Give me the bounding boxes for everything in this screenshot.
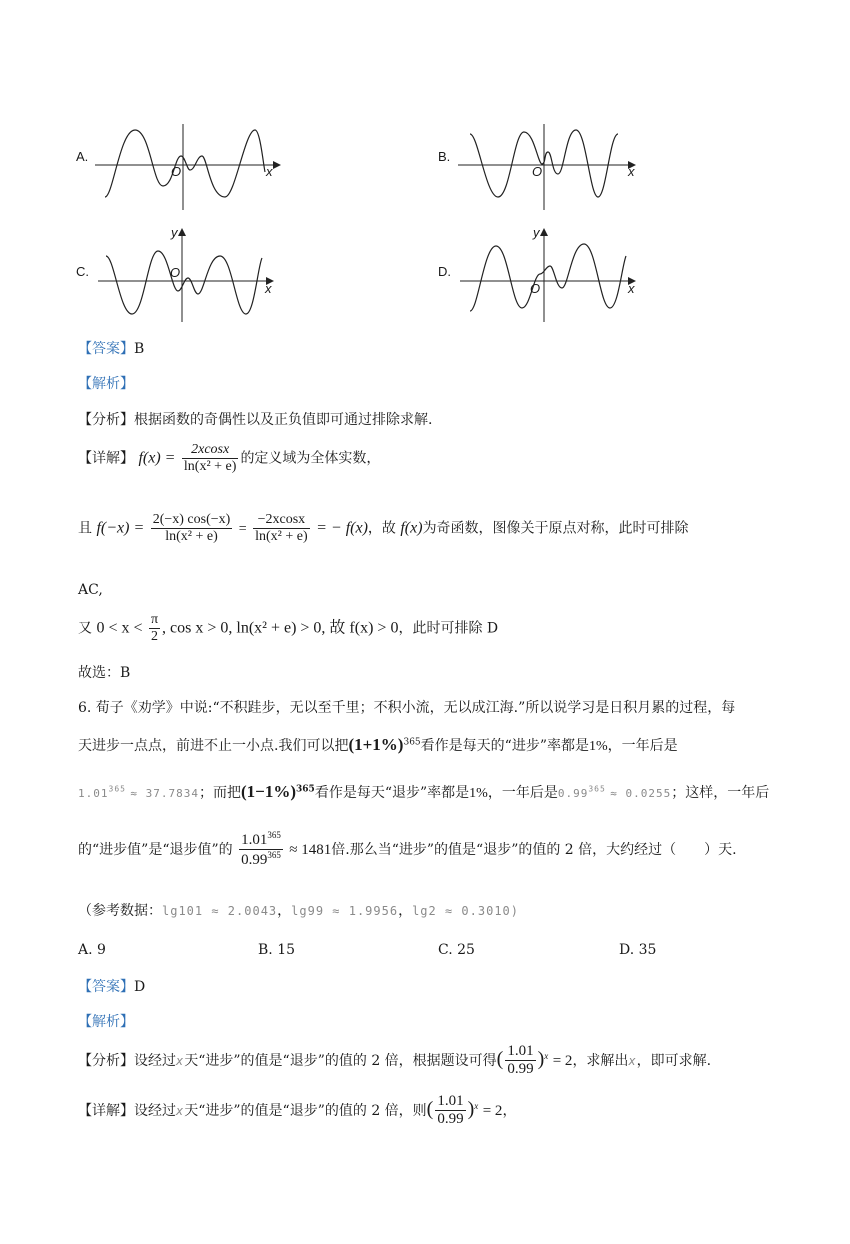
x-axis-label: x xyxy=(265,281,272,296)
fraction-denominator: 2 xyxy=(149,628,160,645)
q5-fenxi-line xyxy=(78,409,432,429)
fraction-numerator: 2(−x) cos(−x) xyxy=(152,512,231,527)
answer-value: B xyxy=(134,341,145,357)
stem3-expr: (1−1%) xyxy=(241,782,297,801)
q5-detail-line2 xyxy=(78,512,689,545)
graph-c-svg xyxy=(98,226,283,324)
option-b[interactable]: B. 15 xyxy=(258,942,296,958)
line2-fraction-2 xyxy=(253,512,310,545)
ref-lg2: lg2 ≈ 0.3010) xyxy=(412,904,519,918)
fenxi-var-x2: x xyxy=(628,1053,637,1068)
stem3-approx2: ≈ 0.0255 xyxy=(610,787,672,800)
line2-prefix: 且 xyxy=(78,520,92,537)
line2-fx: f(x) xyxy=(400,519,423,537)
detail-text-1: 设经过 xyxy=(134,1102,176,1119)
line2-lhs: f(−x) = xyxy=(96,519,145,537)
equals-sign: = xyxy=(238,521,247,537)
q6-fenxi-line: 【分析】设经过x天“进步”的值是“退步”的值的 2 倍，根据题设可得( $\frac{1.01}{0.99}$ )$^x$ = 2，求解出x，即可求解. xyxy=(78,1043,712,1078)
pi-over-two xyxy=(149,612,160,645)
fraction-denominator: ln(x² + e) xyxy=(151,528,233,545)
stem3-text-a: ；而把 xyxy=(199,785,242,801)
option-d[interactable]: D. 35 xyxy=(619,942,657,958)
detail-text: 的定义域为全体实数， xyxy=(240,450,381,467)
origin-label: O xyxy=(532,164,543,179)
graph-a-svg xyxy=(95,122,285,212)
q5-detail-line4 xyxy=(78,612,498,645)
detail-tag: 【详解】 xyxy=(78,1102,134,1119)
ref-sep: ， xyxy=(277,903,292,919)
stem3-text-b: 看作是每天“退步”率都是 xyxy=(314,785,470,801)
y-axis-label: y xyxy=(533,225,540,240)
fraction-numerator xyxy=(239,830,283,849)
answer-tag: 【答案】 xyxy=(78,979,134,995)
fenxi-var-x: x xyxy=(176,1053,185,1068)
line2-fraction-1 xyxy=(151,512,233,545)
q6-detail-line: 【详解】设经过x天“进步”的值是“退步”的值的 2 倍，则( $\frac{1.01}{0.99}$ )$^x$ = 2， xyxy=(78,1093,517,1128)
fraction-numerator: −2xcosx xyxy=(257,512,306,527)
x-axis-label: x xyxy=(628,164,635,179)
detail-fx: f(x) = xyxy=(138,449,176,467)
fenxi-tag: 【分析】 xyxy=(78,412,134,428)
stem2-text-c: ，一年后是 xyxy=(607,738,678,754)
q5-choose: 故选：B xyxy=(78,665,131,681)
line2-text2: 为奇函数，图像关于原点对称，此时可排除 xyxy=(422,520,689,537)
stem4-approx: ≈ 1481 xyxy=(289,841,332,858)
fraction-denominator xyxy=(239,849,283,869)
answer-tag: 【答案】 xyxy=(78,341,134,357)
fenxi-text-3: ，求解出 xyxy=(572,1052,629,1069)
detail-end: ， xyxy=(502,1102,517,1119)
stem3-text-c: ，一年后是 xyxy=(487,785,558,801)
stem4-text-b: 倍.那么当“进步”的值是“退步”的值的 2 倍，大约经过（ ）天. xyxy=(331,841,737,858)
fraction-numerator: 1.01 xyxy=(507,1043,534,1059)
fraction-denominator: 0.99 xyxy=(507,1061,534,1078)
stem4-den: 0.99 xyxy=(241,852,268,869)
ref-sep: ， xyxy=(398,903,413,919)
detail-var-x: x xyxy=(176,1103,185,1118)
q6-stem-line2 xyxy=(78,735,678,755)
graph-b-svg xyxy=(458,122,648,212)
origin-label: O xyxy=(171,164,182,179)
stem2-pct: 1% xyxy=(588,739,608,754)
stem2-text-b: 看作是每天的“进步”率都是 xyxy=(420,738,589,754)
ref-lg99: lg99 ≈ 1.9956 xyxy=(291,904,399,918)
q5-answer-line xyxy=(78,338,144,358)
q6-analysis-tag: 【解析】 xyxy=(78,1014,134,1030)
line2-text: ，故 xyxy=(367,520,396,537)
option-a[interactable]: A. 9 xyxy=(78,942,106,958)
fenxi-text-4: ，即可求解. xyxy=(636,1052,712,1069)
q6-answer-line xyxy=(78,976,145,996)
q5-analysis-tag: 【解析】 xyxy=(78,376,134,392)
stem4-text-a: 的“进步值”是“退步值”的 xyxy=(78,841,233,858)
detail-eq: = 2 xyxy=(482,1102,503,1119)
x-axis-label: x xyxy=(628,281,635,296)
fenxi-text-2: 天“进步”的值是“退步”的值的 2 倍，根据题设可得 xyxy=(184,1052,497,1069)
option-letter: C. xyxy=(76,264,89,279)
detail-text-2: 天“进步”的值是“退步”的值的 2 倍，则 xyxy=(184,1102,427,1119)
stem3-exp2: 365 xyxy=(588,784,606,794)
stem2-exp: 365 xyxy=(403,737,421,748)
option-letter: D. xyxy=(438,264,451,279)
option-c[interactable]: C. 25 xyxy=(438,942,475,958)
fenxi-exp: x xyxy=(544,1051,549,1062)
fraction-denominator: ln(x² + e) xyxy=(255,529,308,545)
ref-lg101: lg101 ≈ 2.0043 xyxy=(162,904,278,918)
ref-prefix: （参考数据： xyxy=(78,903,162,919)
stem4-num-exp: 365 xyxy=(267,830,281,840)
fraction-denominator: 0.99 xyxy=(437,1111,464,1128)
stem3-pct: 1% xyxy=(469,786,488,801)
option-letter: B. xyxy=(438,149,451,164)
stem3-val1: 1.01 xyxy=(78,787,109,800)
fraction-numerator: 1.01 xyxy=(437,1093,464,1109)
stem4-den-exp: 365 xyxy=(267,850,281,861)
line4-math2: , cos x > 0, ln(x² + e) > 0, 故 f(x) > 0 xyxy=(162,619,399,637)
stem3-val2: 0.99 xyxy=(557,787,589,800)
stem2-text-a: 天进步一点点，前进不止一小点.我们可以把 xyxy=(78,738,349,754)
fenxi-text: 根据函数的奇偶性以及正负值即可通过排除求解. xyxy=(134,412,433,428)
y-axis-label: y xyxy=(171,225,178,240)
q6-reference-data xyxy=(78,900,519,920)
fraction-numerator: 2xcosx xyxy=(191,442,230,457)
fraction-denominator: ln(x² + e) xyxy=(183,459,237,475)
stem2-expr: (1+1%) xyxy=(348,735,404,754)
option-letter: A. xyxy=(76,149,89,164)
fraction-numerator: π xyxy=(150,612,159,627)
stem3-text-d: ；这样，一年后 xyxy=(671,785,770,801)
fenxi-tag: 【分析】 xyxy=(78,1052,134,1069)
fenxi-fraction xyxy=(505,1043,535,1079)
origin-label: O xyxy=(530,281,541,296)
q6-stem-line3 xyxy=(78,782,769,802)
fenxi-eq: = 2 xyxy=(552,1052,573,1069)
stem3-approx1: ≈ 37.7834 xyxy=(130,787,200,800)
detail-fraction xyxy=(182,442,239,475)
q6-stem-line1: 6. 荀子《劝学》中说:“不积跬步，无以至千里；不积小流，无以成江海.”所以说学习是日积月累的过程，每 xyxy=(78,700,736,716)
x-axis-label: x xyxy=(266,164,273,179)
line4-prefix: 又 xyxy=(78,620,92,637)
origin-label: O xyxy=(170,265,181,280)
q5-detail-line3: AC, xyxy=(78,582,103,598)
line4-text: ，此时可排除 D xyxy=(398,620,499,637)
line2-rhs: = − f(x) xyxy=(316,519,368,537)
line4-math1: 0 < x < xyxy=(96,619,143,637)
stem3-exp: 365 xyxy=(296,784,315,795)
q6-stem-line4 xyxy=(78,830,737,870)
answer-value: D xyxy=(134,979,146,995)
detail-tag: 【详解】 xyxy=(78,450,134,467)
detail-fraction xyxy=(435,1093,465,1129)
q5-detail-line1 xyxy=(78,442,380,475)
stem4-fraction xyxy=(239,830,283,870)
detail-exp: x xyxy=(474,1101,479,1112)
graph-d-svg xyxy=(460,226,645,324)
stem4-num: 1.01 xyxy=(241,832,268,848)
stem3-exp1: 365 xyxy=(108,784,126,794)
fenxi-text-1: 设经过 xyxy=(134,1052,176,1069)
